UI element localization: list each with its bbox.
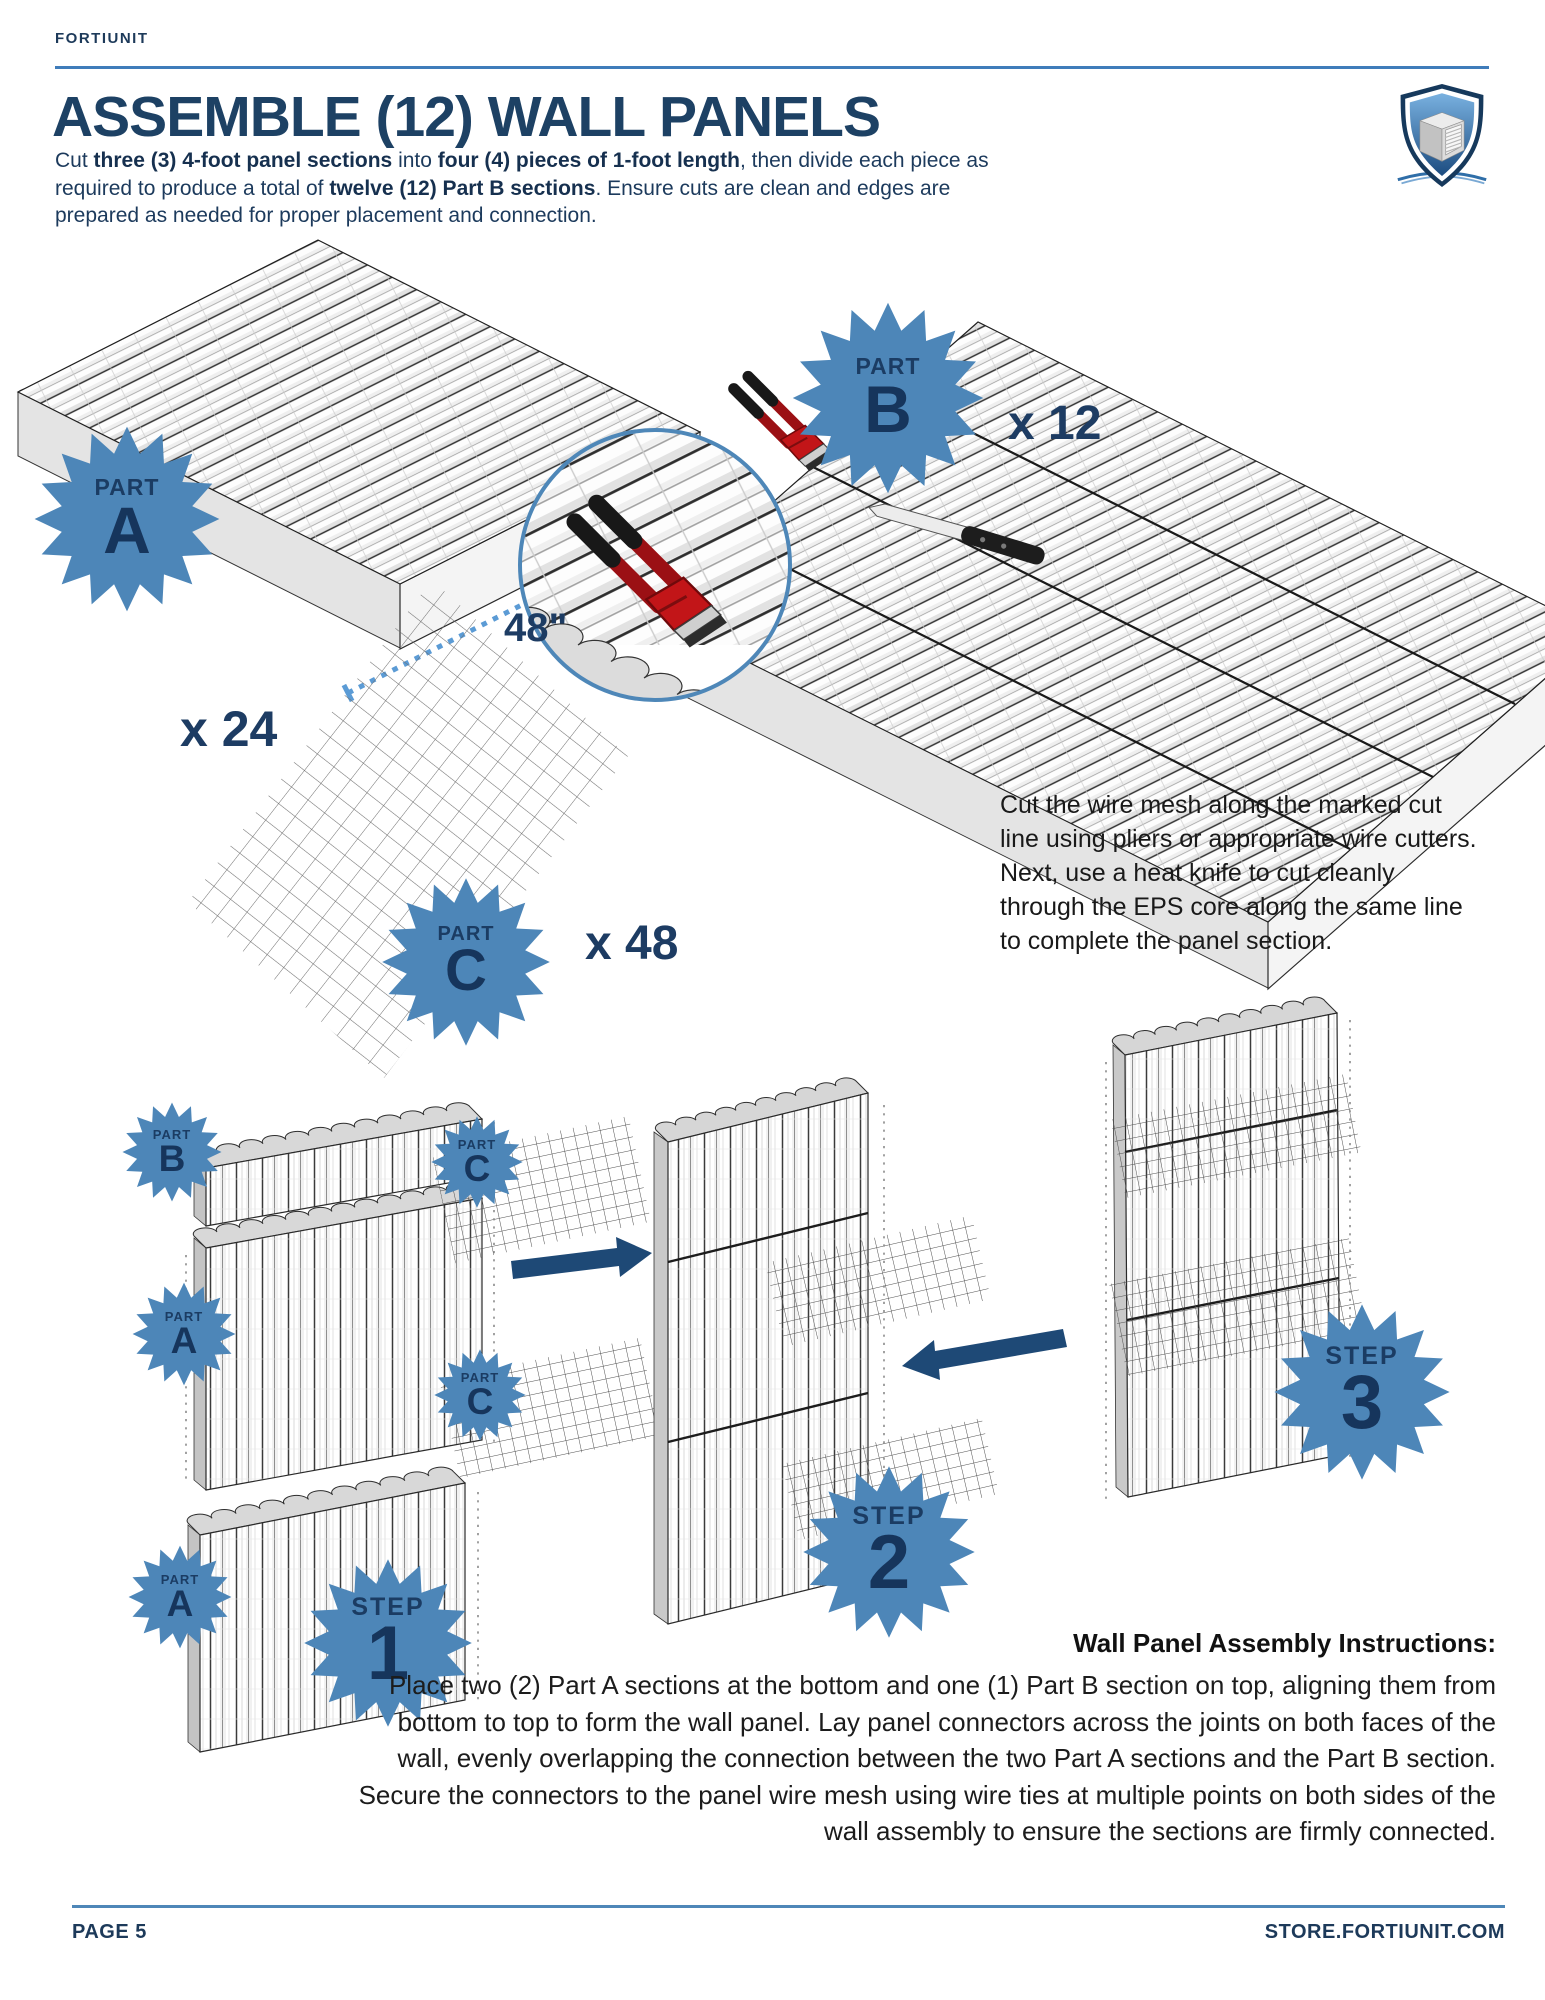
cut-instructions: Cut the wire mesh along the marked cut line using pliers or appropriate wire cutters. Next, use a heat knife to cut cleanly through the EPS core along the same line to complete the panel section. [1000, 791, 1477, 955]
brand-name: FORTIUNIT [55, 30, 149, 47]
footer-rule [72, 1905, 1505, 1908]
step-word: STEP [852, 1501, 926, 1530]
part-letter: A [103, 492, 151, 567]
brand-logo-shield-icon [1398, 84, 1486, 187]
dimension-label: 48" [504, 606, 568, 650]
part-word: PART [437, 923, 495, 945]
step-word: STEP [351, 1592, 425, 1621]
part-word: PART [460, 1369, 500, 1385]
part-word: PART [164, 1308, 204, 1324]
part-a-badge-small-1 [130, 1280, 238, 1388]
step-word: STEP [1325, 1341, 1399, 1370]
part-letter: A [166, 1582, 194, 1624]
page-title: ASSEMBLE (12) WALL PANELS [52, 85, 880, 149]
part-letter: B [864, 371, 912, 446]
part-c-count: x 48 [585, 917, 679, 970]
part-a-badge-small-2 [126, 1543, 234, 1651]
intro-run-bold: four (4) pieces of 1-foot length [437, 149, 740, 172]
part-word: PART [855, 352, 921, 379]
part-word: PART [94, 473, 160, 500]
part-c-badge-small-1 [429, 1114, 525, 1210]
step-number: 3 [1340, 1359, 1384, 1445]
intro-paragraph [55, 147, 1030, 230]
part-word: PART [457, 1136, 497, 1152]
part-word: PART [152, 1126, 192, 1142]
header-rule [55, 66, 1489, 69]
part-letter: A [170, 1319, 198, 1361]
part-word: PART [160, 1571, 200, 1587]
step-number: 1 [366, 1610, 410, 1696]
intro-run-bold: three (3) 4-foot panel sections [93, 149, 393, 172]
intro-run-bold: twelve (12) Part B sections [329, 176, 596, 200]
assembly-instructions [346, 1628, 1496, 1850]
part-letter: C [445, 938, 487, 1003]
part-b-badge [788, 298, 988, 498]
part-a-count: x 24 [180, 701, 278, 757]
intro-run: into [392, 149, 438, 172]
arrow-left-icon [902, 1329, 1067, 1380]
part-b-badge-small [120, 1100, 224, 1204]
part-a-badge [30, 422, 224, 616]
part-letter: B [158, 1137, 186, 1179]
part-letter: C [466, 1380, 494, 1422]
intro-run: , then divide each piece as required to produce a total of [55, 149, 989, 200]
part-c-badge [378, 874, 554, 1050]
step-number: 2 [867, 1519, 911, 1605]
intro-run: . Ensure cuts are clean and edges are prepared as needed for proper placement and connection. [55, 176, 951, 227]
footer-page-number: PAGE 5 [72, 1921, 147, 1943]
assembly-body: Place two (2) Part A sections at the bottom and one (1) Part B section on top, aligning them from bottom to top to form the wall panel. Lay panel connectors across the joints on both faces of the wall, evenly overlapping the connection between the two Part A sections and the Part B section. Secure the connectors to the panel wire mesh using wire ties at multiple points on both sides of the wall assembly to ensure the sections are firmly connected. [358, 1670, 1496, 1846]
footer-store-url: STORE.FORTIUNIT.COM [1264, 1921, 1505, 1943]
assembly-title: Wall Panel Assembly Instructions: [1073, 1628, 1496, 1658]
part-c-badge-small-2 [432, 1347, 528, 1443]
step-2-badge [799, 1462, 979, 1642]
part-b-count: x 12 [1008, 397, 1102, 450]
part-letter: C [463, 1147, 491, 1189]
step-3-badge [1270, 1300, 1454, 1484]
intro-run: Cut [55, 149, 94, 172]
